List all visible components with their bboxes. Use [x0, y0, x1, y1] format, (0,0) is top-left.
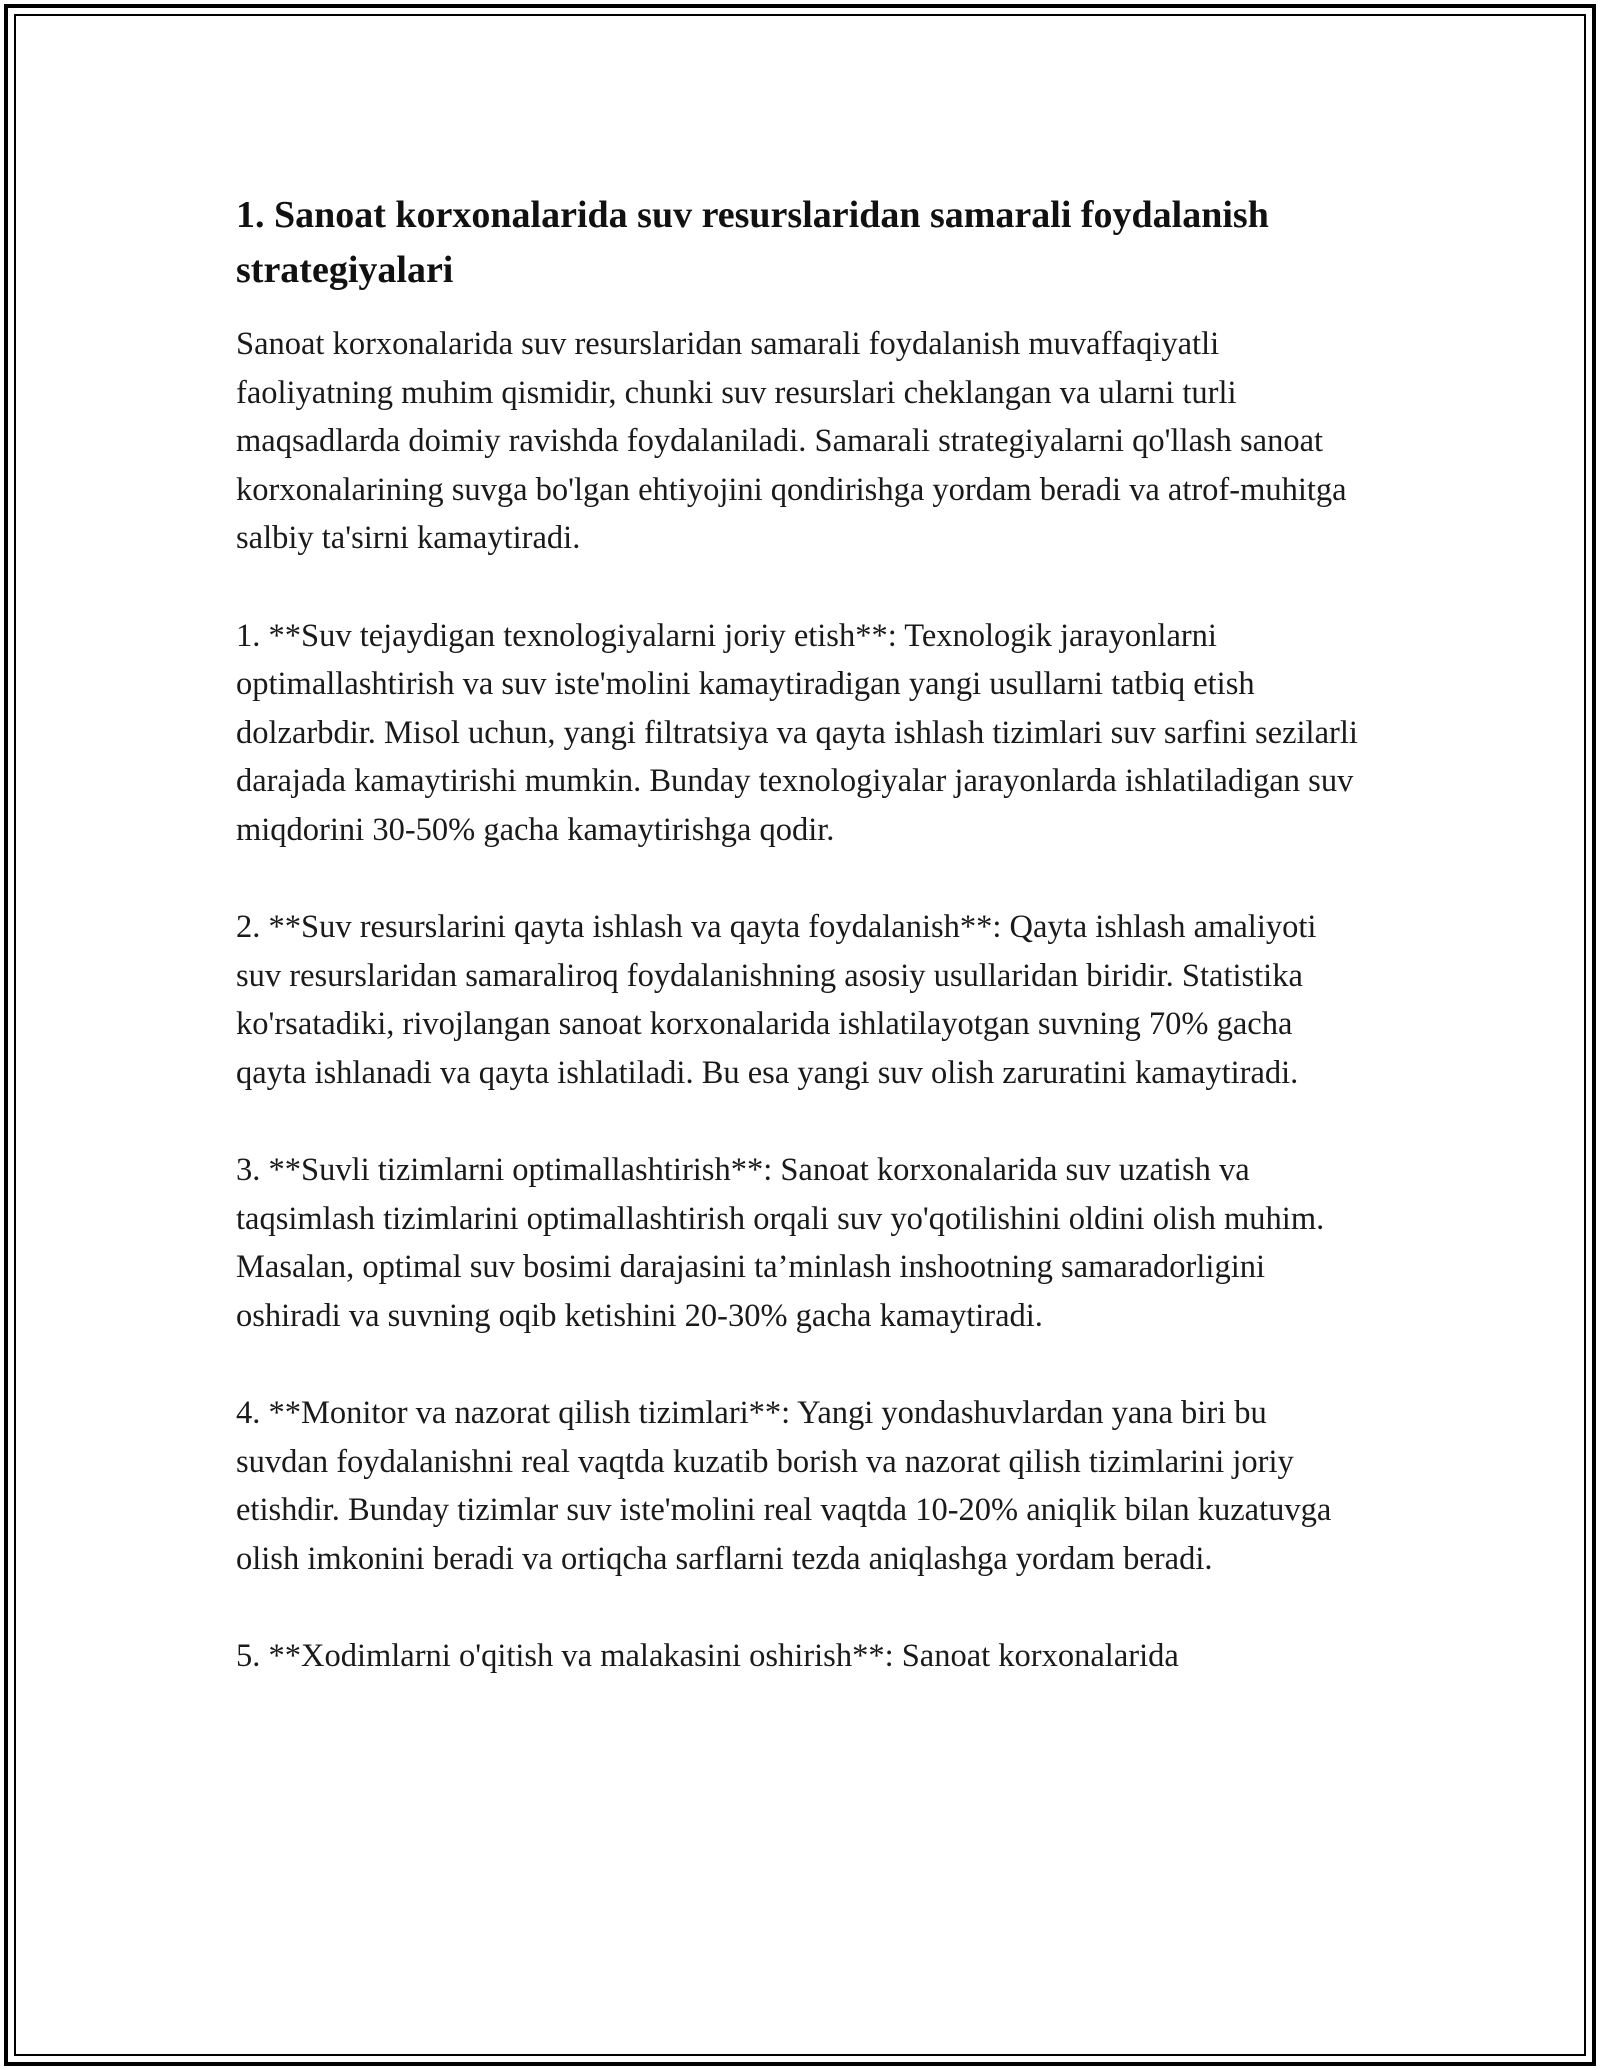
strategy-item-4: 4. **Monitor va nazorat qilish tizimlari**: Yangi yondashuvlardan yana biri bu suvdan foydalanishni real vaqtda kuzatib borish va nazorat qilish tizimlarini joriy etishdir. Bunday tizimlar suv iste'molini real vaqtda 10-20% aniqlik bilan kuzatuvga olish imkonini beradi va ortiqcha sarflarni tezda aniqlashga yordam beradi.	[236, 1395, 1332, 1577]
strategy-item-2: 2. **Suv resurslarini qayta ishlash va qayta foydalanish**: Qayta ishlash amaliyoti suv resurslaridan samaraliroq foydalanishning asosiy usullaridan biridir. Statistika ko'rsatadiki, rivojlangan sanoat korxonalarida ishlatilayotgan suvning 70% gacha qayta ishlanadi va qayta ishlatiladi. Bu esa yangi suv olish zaruratini kamaytiradi.	[236, 909, 1317, 1091]
strategy-item-1: 1. **Suv tejaydigan texnologiyalarni joriy etish**: Texnologik jarayonlarni optimallashtirish va suv iste'molini kamaytiradigan yangi usullarni tatbiq etish dolzarbdir. Misol uchun, yangi filtratsiya va qayta ishlash tizimlari suv sarfini sezilarli darajada kamaytirishi mumkin. Bunday texnologiyalar jarayonlarda ishlatiladigan suv miqdorini 30-50% gacha kamaytirishga qodir.	[236, 617, 1358, 848]
strategy-item-5: 5. **Xodimlarni o'qitish va malakasini oshirish**: Sanoat korxonalarida	[236, 1638, 1179, 1674]
document-body	[236, 188, 1366, 1730]
strategy-item-3: 3. **Suvli tizimlarni optimallashtirish**: Sanoat korxonalarida suv uzatish va taqsimlash tizimlarini optimallashtirish orqali suv yo'qotilishini oldini olish muhim. Masalan, optimal suv bosimi darajasini ta’minlash inshootning samaradorligini oshiradi va suvning oqib ketishini 20-30% gacha kamaytiradi.	[236, 1152, 1325, 1334]
document-title: 1. Sanoat korxonalarida suv resurslaridan samarali foydalanish strategiyalari	[236, 194, 1269, 291]
intro-paragraph: Sanoat korxonalarida suv resurslaridan samarali foydalanish muvaffaqiyatli faoliyatning muhim qismidir, chunki suv resurslari cheklangan va ularni turli maqsadlarda doimiy ravishda foydalaniladi. Samarali strategiyalarni qo'llash sanoat korxonalarining suvga bo'lgan ehtiyojini qondirishga yordam beradi va atrof-muhitga salbiy ta'sirni kamaytiradi.	[236, 326, 1347, 556]
